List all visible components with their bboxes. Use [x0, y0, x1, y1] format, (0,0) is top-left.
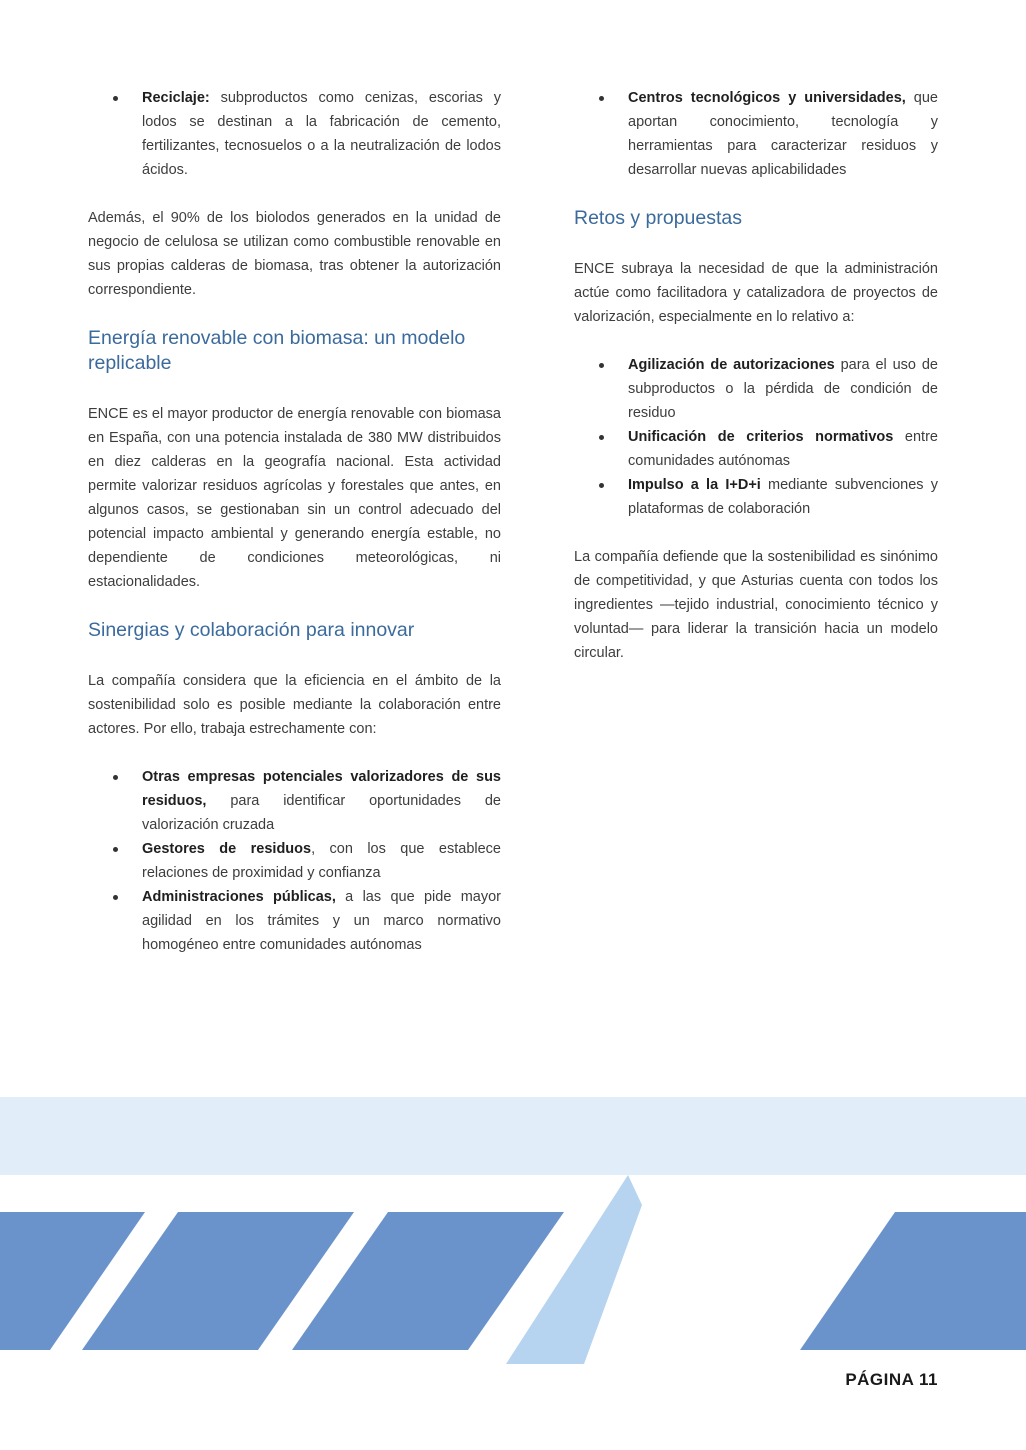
footer-stripe: [800, 1212, 1026, 1350]
bullet-bold-label: Unificación de criterios normativos: [628, 429, 894, 445]
bullet-bold-label: Reciclaje:: [142, 90, 210, 106]
bullet-bold-label: Gestores de residuos: [142, 841, 312, 857]
bullet-text: subproductos como cenizas, escorias y lodos se destinan a la fabricación de cemento, fertilizantes, tecnosuelos o a la neutralización de lodos ácidos.: [142, 90, 501, 178]
right-column: [574, 86, 938, 689]
heading-energia: Energía renovable con biomasa: un modelo replicable: [88, 327, 466, 374]
bullet-dot-icon: [599, 483, 604, 488]
bullet-bold-label: Administraciones públicas,: [142, 889, 336, 905]
retos-bullet-list: [574, 353, 938, 521]
paragraph-ademas: Además, el 90% de los biolodos generados en la unidad de negocio de celulosa se utilizan como combustible renovable en sus propias calderas de biomasa, tras obtener la autorización correspondiente.: [88, 210, 501, 298]
paragraph-retos: ENCE subraya la necesidad de que la administración actúe como facilitadora y catalizadora de proyectos de valorización, especialmente en lo relativo a:: [574, 261, 938, 325]
list-item: [628, 473, 938, 521]
list-item: [628, 86, 938, 182]
recycling-bullet-list: [88, 86, 501, 182]
list-item: [142, 86, 501, 182]
paragraph-energia: ENCE es el mayor productor de energía renovable con biomasa en España, con una potencia instalada de 380 MW distribuidos en diez calderas en la geografía nacional. Esta actividad permite valorizar residuos agrícolas y forestales que antes, en algunos casos, se gestionaban sin un control adecuado del potencial impacto ambiental y generando energía estable, no dependiente de condiciones meteorológicas, ni estacionalidades.: [88, 406, 501, 590]
left-column: [88, 86, 501, 981]
paragraph-final: La compañía defiende que la sostenibilidad es sinónimo de competitividad, y que Asturias cuenta con todos los ingredientes —tejido industrial, conocimiento técnico y voluntad— para liderar la transición hacia un modelo circular.: [574, 549, 938, 661]
paragraph-sinergias: La compañía considera que la eficiencia en el ámbito de la sostenibilidad solo es posible mediante la colaboración entre actores. Por ello, trabaja estrechamente con:: [88, 673, 501, 737]
bullet-dot-icon: [113, 895, 118, 900]
bullet-text: mediante subvenciones y plataformas de colaboración: [628, 477, 939, 517]
heading-retos: Retos y propuestas: [574, 207, 743, 229]
bullet-text: , con los que establece relaciones de proximidad y confianza: [142, 841, 501, 881]
bullet-dot-icon: [113, 847, 118, 852]
heading-sinergias: Sinergias y colaboración para innovar: [88, 619, 415, 641]
list-item: [628, 425, 938, 473]
bullet-bold-label: Otras empresas potenciales valorizadores de sus residuos,: [142, 769, 501, 809]
list-item: [142, 765, 501, 837]
centros-bullet-list: [574, 86, 938, 182]
bullet-text: para el uso de subproductos o la pérdida de condición de residuo: [628, 357, 938, 421]
bullet-text: entre comunidades autónomas: [628, 429, 938, 469]
bullet-text: que aportan conocimiento, tecnología y herramientas para caracterizar residuos y desarrollar nuevas aplicabilidades: [628, 90, 938, 178]
list-item: [628, 353, 938, 425]
bullet-dot-icon: [599, 435, 604, 440]
footer-light-stripe: [506, 1175, 642, 1364]
bullet-dot-icon: [113, 775, 118, 780]
bullet-dot-icon: [599, 363, 604, 368]
bullet-bold-label: Impulso a la I+D+i: [628, 477, 761, 493]
bullet-dot-icon: [113, 96, 118, 101]
bullet-dot-icon: [599, 96, 604, 101]
bullet-bold-label: Agilización de autorizaciones: [628, 357, 835, 373]
footer-light-band: [0, 1097, 1026, 1175]
sinergias-bullet-list: [88, 765, 501, 957]
list-item: [142, 885, 501, 957]
bullet-text: a las que pide mayor agilidad en los trámites y un marco normativo homogéneo entre comunidades autónomas: [142, 889, 501, 953]
bullet-bold-label: Centros tecnológicos y universidades,: [628, 90, 906, 106]
page-number: PÁGINA 11: [845, 1370, 938, 1389]
bullet-text: para identificar oportunidades de valorización cruzada: [142, 793, 501, 833]
footer-decoration: [0, 1097, 1026, 1365]
list-item: [142, 837, 501, 885]
